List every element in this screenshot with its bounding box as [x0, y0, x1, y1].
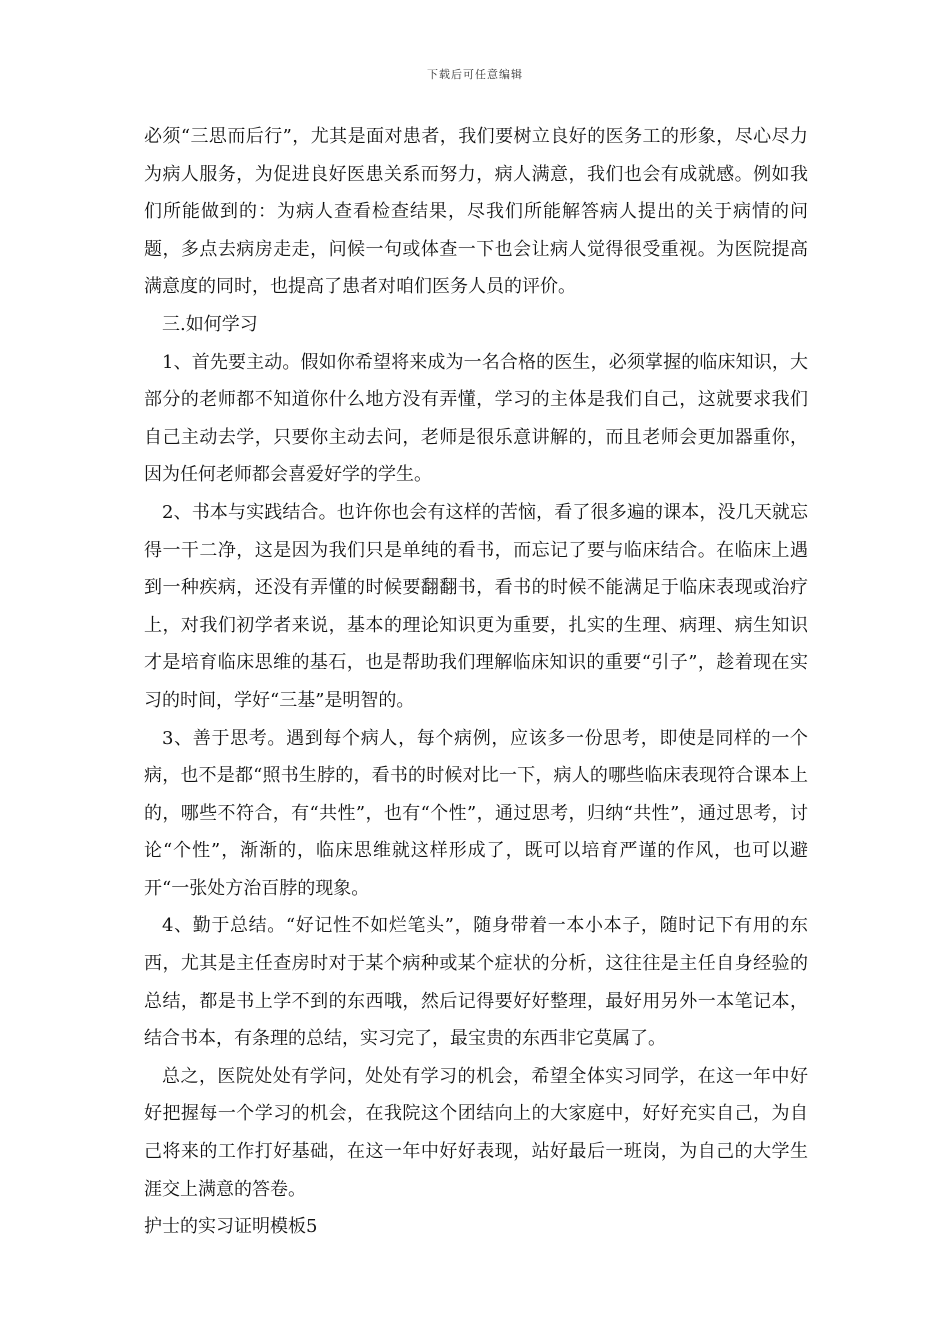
section-heading-how-to-learn: 三.如何学习: [162, 313, 258, 335]
paragraph-diligent-summary: 4、勤于总结。“好记性不如烂笔头”，随身带着一本小本子，随时记下有用的东西，尤其是主任查房时对于某个病种或某个症状的分析，这往往是主任自身经验的总结，都是书上学不到的东西哦，然后记得要好好整理，最好用另外一本笔记本，结合书本，有条理的总结，实习完了，最宝贵的东西非它莫属了。: [144, 915, 808, 1050]
paragraph-books-and-practice: 2、书本与实践结合。也许你也会有这样的苦恼，看了很多遍的课本，没几天就忘得一干二净，这是因为我们只是单纯的看书，而忘记了要与临床结合。在临床上遇到一种疾病，还没有弄懂的时候要翻翻书，看书的时候不能满足于临床表现或治疗上，对我们初学者来说，基本的理论知识更为重要，扎实的生理、病理、病生知识才是培育临床思维的基石，也是帮助我们理解临床知识的重要“引子”，趁着现在实习的时间，学好“三基”是明智的。: [144, 501, 808, 711]
paragraph-conclusion: 总之，医院处处有学问，处处有学习的机会，希望全体实习同学，在这一年中好好把握每一个学习的机会，在我院这个团结向上的大家庭中，好好充实自己，为自己将来的工作打好基础，在这一年中好好表现，站好最后一班岗，为自己的大学生涯交上满意的答卷。: [144, 1065, 808, 1200]
page-header-note: 下载后可任意编辑: [427, 68, 523, 81]
next-template-title: 护士的实习证明模板5: [144, 1216, 318, 1238]
paragraph-good-at-thinking: 3、善于思考。遇到每个病人，每个病例，应该多一份思考，即使是同样的一个病，也不是都“照书生脖的，看书的时候对比一下，病人的哪些临床表现符合课本上的，哪些不符合，有“共性”，也有“个性”，通过思考，归纳“共性”，通过思考，讨论“个性”，渐渐的，临床思维就这样形成了，既可以培育严谨的作风，也可以避开“一张处方治百脖的现象。: [144, 727, 808, 899]
paragraph-be-proactive: 1、首先要主动。假如你希望将来成为一名合格的医生，必须掌握的临床知识，大部分的老师都不知道你什么地方没有弄懂，学习的主体是我们自己，这就要求我们自己主动去学，只要你主动去问，老师是很乐意讲解的，而且老师会更加器重你，因为任何老师都会喜爱好学的学生。: [144, 351, 808, 486]
document-body: [144, 118, 808, 1246]
paragraph-patient-service: 必须“三思而后行”，尤其是面对患者，我们要树立良好的医务工的形象，尽心尽力为病人服务，为促进良好医患关系而努力，病人满意，我们也会有成就感。例如我们所能做到的：为病人查看检查结果，尽我们所能解答病人提出的关于病情的问题，多点去病房走走，问候一句或体查一下也会让病人觉得很受重视。为医院提高满意度的同时，也提高了患者对咱们医务人员的评价。: [144, 126, 808, 298]
